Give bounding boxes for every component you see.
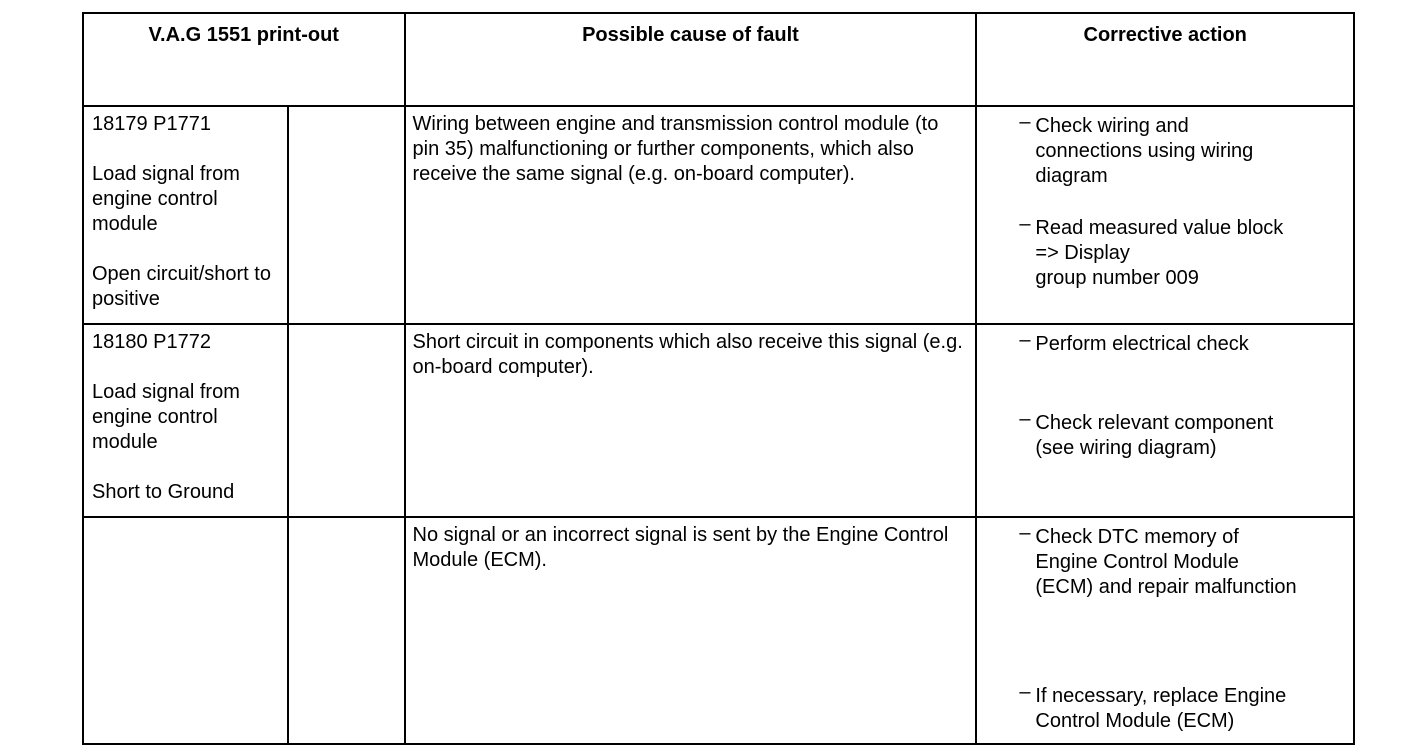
action-item — [1019, 681, 1349, 734]
header-row — [83, 13, 1354, 106]
fault-description: Load signal from engine control module — [92, 381, 240, 453]
fault-code: 18180 P1772 — [92, 331, 212, 353]
code-cell — [83, 324, 288, 517]
fault-condition: Open circuit/short to positive — [92, 263, 271, 310]
action-cell — [976, 324, 1354, 517]
cause-text: Wiring between engine and transmission control module (to pin 35) malfunctioning or further components, which also receive the same signal (e.g. on-board computer). — [412, 113, 939, 185]
action-item — [1019, 213, 1349, 291]
action-item — [1019, 522, 1349, 600]
table-row — [83, 324, 1354, 517]
header-cause: Possible cause of fault — [405, 13, 977, 106]
code-cell — [83, 517, 288, 744]
dash-icon: – — [1019, 111, 1031, 133]
header-printout: V.A.G 1551 print-out — [83, 13, 405, 106]
action-item — [1019, 408, 1349, 461]
empty-cell — [288, 324, 404, 517]
table-row — [83, 517, 1354, 744]
code-cell — [83, 106, 288, 324]
dash-icon: – — [1019, 681, 1031, 703]
cause-text: No signal or an incorrect signal is sent by the Engine Control Module (ECM). — [412, 524, 949, 571]
empty-cell — [288, 106, 404, 324]
fault-description: Load signal from engine control module — [92, 163, 240, 235]
dash-icon: – — [1019, 213, 1031, 235]
fault-table — [82, 12, 1355, 745]
fault-condition: Short to Ground — [92, 481, 235, 503]
action-text: Check relevant component (see wiring diagram) — [1035, 412, 1274, 459]
cause-cell — [405, 324, 977, 517]
dash-icon: – — [1019, 522, 1031, 544]
table-row — [83, 106, 1354, 324]
action-text: Read measured value block => Display group number 009 — [1035, 217, 1284, 289]
action-item — [1019, 329, 1349, 357]
action-text: If necessary, replace Engine Control Module (ECM) — [1035, 685, 1287, 732]
header-action: Corrective action — [976, 13, 1354, 106]
cause-text: Short circuit in components which also receive this signal (e.g. on-board computer). — [412, 331, 963, 378]
dash-icon: – — [1019, 329, 1031, 351]
dash-icon: – — [1019, 408, 1031, 430]
action-cell — [976, 106, 1354, 324]
action-item — [1019, 111, 1349, 189]
cause-cell — [405, 517, 977, 744]
empty-cell — [288, 517, 404, 744]
action-cell — [976, 517, 1354, 744]
action-text: Check wiring and connections using wiring diagram — [1035, 115, 1254, 187]
action-text: Check DTC memory of Engine Control Module (ECM) and repair malfunction — [1035, 526, 1297, 598]
fault-code: 18179 P1771 — [92, 113, 212, 135]
action-text: Perform electrical check — [1035, 333, 1249, 355]
cause-cell — [405, 106, 977, 324]
